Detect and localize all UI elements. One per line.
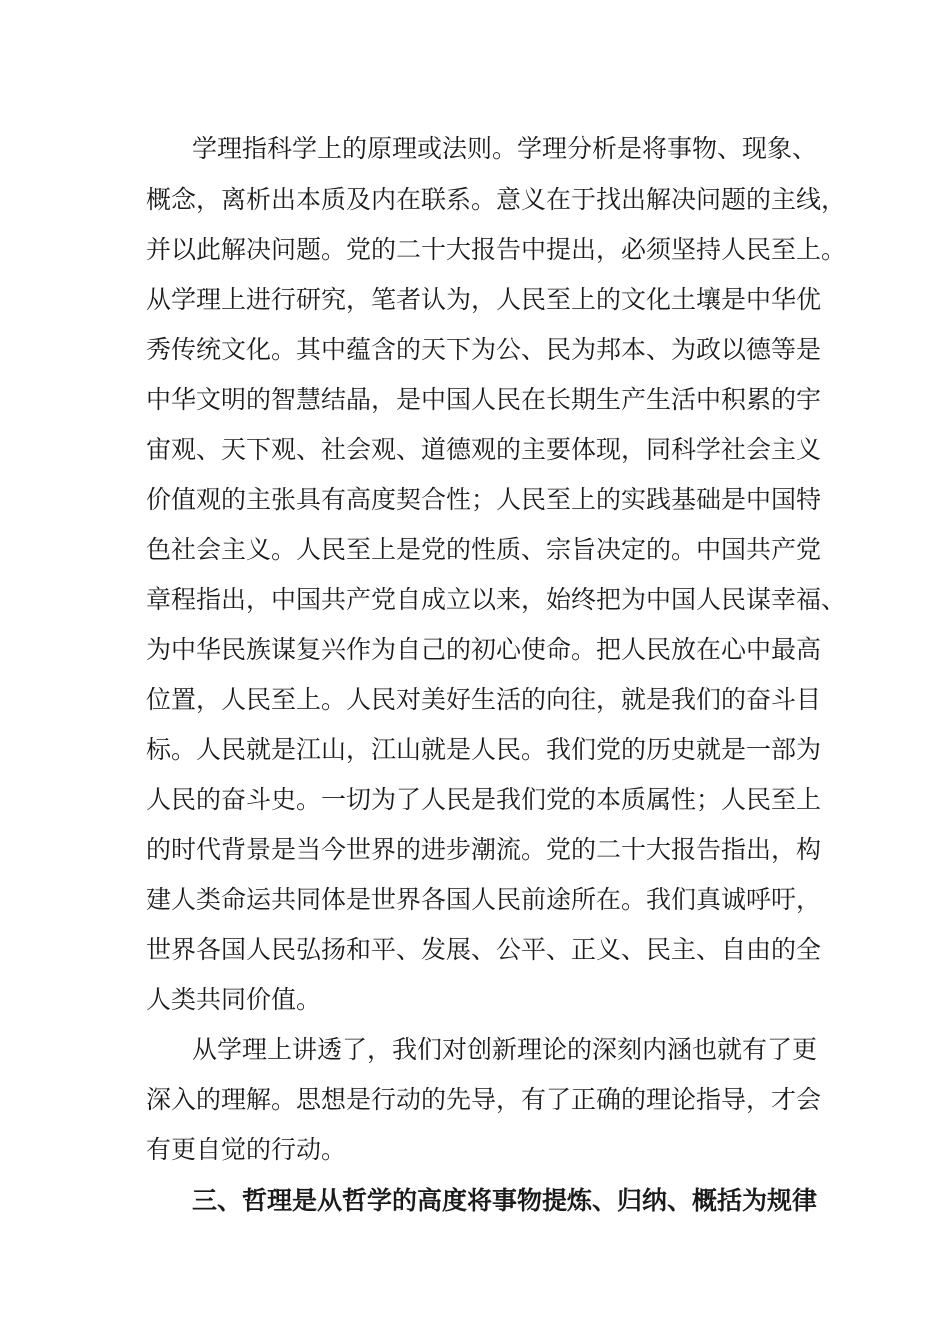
text-line: 的时代背景是当今世界的进步潮流。党的二十大报告指出，构	[146, 835, 822, 864]
text-line: 人民的奋斗史。一切为了人民是我们党的本质属性；人民至上	[146, 785, 822, 814]
text-line: 宙观、天下观、社会观、道德观的主要体现，同科学社会主义	[146, 435, 822, 464]
section-heading: 三、哲理是从哲学的高度将事物提炼、归纳、概括为规律	[192, 1186, 818, 1215]
text-line: 标。人民就是江山，江山就是人民。我们党的历史就是一部为	[146, 735, 822, 764]
text-line: 从学理上进行研究，笔者认为，人民至上的文化土壤是中华优	[146, 285, 822, 314]
text-line: 从学理上讲透了，我们对创新理论的深刻内涵也就有了更	[192, 1035, 818, 1064]
text-line: 秀传统文化。其中蕴含的天下为公、民为邦本、为政以德等是	[146, 335, 822, 364]
text-line: 人类共同价值。	[146, 985, 322, 1014]
text-line: 建人类命运共同体是世界各国人民前途所在。我们真诚呼吁，	[146, 885, 822, 914]
text-line: 色社会主义。人民至上是党的性质、宗旨决定的。中国共产党	[146, 535, 822, 564]
text-line: 位置，人民至上。人民对美好生活的向往，就是我们的奋斗目	[146, 685, 822, 714]
text-line: 为中华民族谋复兴作为自己的初心使命。把人民放在心中最高	[146, 635, 822, 664]
text-line: 中华文明的智慧结晶，是中国人民在长期生产生活中积累的宇	[146, 385, 822, 414]
text-line: 深入的理解。思想是行动的先导，有了正确的理论指导，才会	[146, 1085, 822, 1114]
text-line: 世界各国人民弘扬和平、发展、公平、正义、民主、自由的全	[146, 935, 822, 964]
text-line: 概念，离析出本质及内在联系。意义在于找出解决问题的主线，	[146, 185, 847, 214]
text-line: 章程指出，中国共产党自成立以来，始终把为中国人民谋幸福、	[146, 585, 847, 614]
text-line: 有更自觉的行动。	[146, 1135, 347, 1164]
text-line: 学理指科学上的原理或法则。学理分析是将事物、现象、	[192, 134, 818, 163]
text-line: 价值观的主张具有高度契合性；人民至上的实践基础是中国特	[146, 485, 822, 514]
text-line: 并以此解决问题。党的二十大报告中提出，必须坚持人民至上。	[146, 235, 847, 264]
